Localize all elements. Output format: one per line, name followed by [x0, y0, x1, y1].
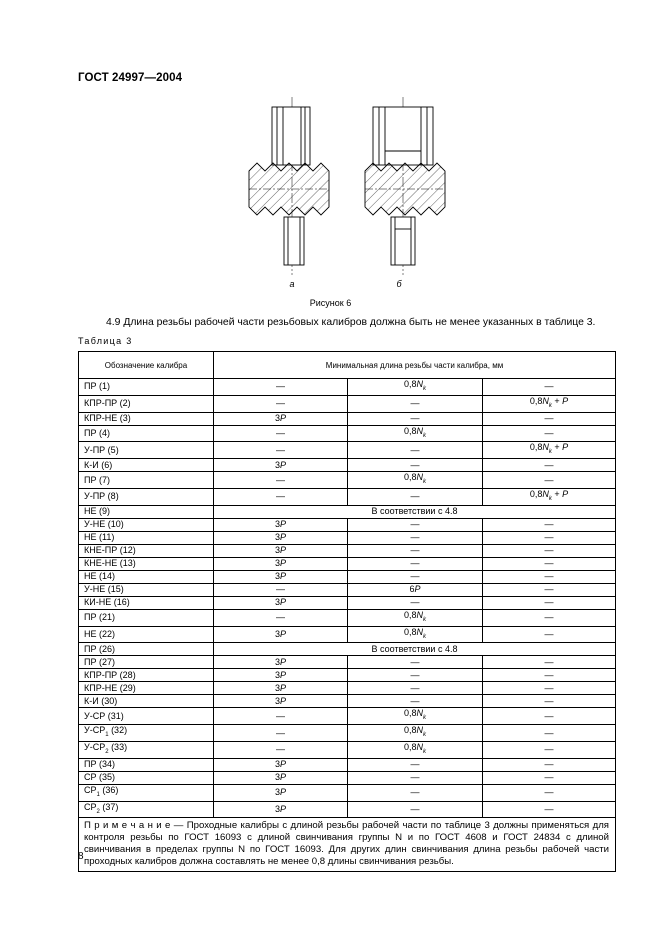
cell-designation: НЕ (14) [79, 570, 214, 583]
cell-value: — [483, 771, 616, 784]
cell-value: — [348, 531, 483, 544]
figure-label-a: а [289, 279, 295, 289]
cell-value: $0,8N_k$ [348, 725, 483, 742]
cell-value: 3P [214, 758, 348, 771]
cell-designation: К-И (6) [79, 459, 214, 472]
cell-designation: У-НЕ (10) [79, 518, 214, 531]
cell-value: 3P [214, 695, 348, 708]
table-row [79, 656, 616, 669]
cell-value: — [214, 395, 348, 412]
cell-value: $0,8N_k + P$ [483, 395, 616, 412]
column-header-designation: Обозначение калибра [79, 352, 214, 379]
cell-value: — [348, 570, 483, 583]
cell-designation: ПР (26) [79, 643, 214, 656]
table-row [79, 758, 616, 771]
cell-designation: У-НЕ (15) [79, 583, 214, 596]
table-row [79, 518, 616, 531]
cell-value: 3P [214, 570, 348, 583]
table-row [79, 544, 616, 557]
cell-designation: У-ПР (8) [79, 488, 214, 505]
cell-value: — [214, 583, 348, 596]
table-row [79, 442, 616, 459]
cell-value: — [348, 695, 483, 708]
cell-value: — [483, 801, 616, 818]
cell-value: 3P [214, 784, 348, 801]
cell-designation: КНЕ-НЕ (13) [79, 557, 214, 570]
cell-designation: КПР-НЕ (3) [79, 412, 214, 425]
table-row [79, 669, 616, 682]
cell-value: — [483, 531, 616, 544]
cell-value: $0,8N_k$ [348, 708, 483, 725]
table-row [79, 425, 616, 442]
cell-value: $0,8N_k$ [348, 425, 483, 442]
cell-value: — [483, 758, 616, 771]
cell-value: — [348, 395, 483, 412]
table-row [79, 531, 616, 544]
cell-value: 3P [214, 412, 348, 425]
table-row [79, 570, 616, 583]
cell-value: — [483, 695, 616, 708]
cell-value: В соответствии с 4.8 [214, 505, 616, 518]
cell-value: $0,8N_k$ [348, 379, 483, 396]
cell-value: — [214, 609, 348, 626]
table-row [79, 725, 616, 742]
cell-value: 3P [214, 459, 348, 472]
cell-value: — [483, 741, 616, 758]
cell-value: — [483, 518, 616, 531]
table-label: Таблица 3 [78, 336, 133, 346]
cell-value: — [348, 784, 483, 801]
table-row [79, 643, 616, 656]
cell-value: — [214, 488, 348, 505]
cell-designation: КПР-НЕ (29) [79, 682, 214, 695]
cell-value: — [214, 472, 348, 489]
cell-value: 6P [348, 583, 483, 596]
page-number: 8 [78, 851, 84, 862]
figure-6-drawing [235, 95, 455, 295]
cell-value: — [483, 708, 616, 725]
cell-value: 3P [214, 771, 348, 784]
cell-value: 3P [214, 544, 348, 557]
cell-designation: $СР_2$ (37) [79, 801, 214, 818]
table-row [79, 708, 616, 725]
cell-value: — [348, 596, 483, 609]
table-row [79, 741, 616, 758]
figure-label-b: б [396, 279, 402, 289]
column-header-min-length: Минимальная длина резьбы части калибра, мм [214, 352, 616, 379]
cell-designation: ПР (7) [79, 472, 214, 489]
cell-value: В соответствии с 4.8 [214, 643, 616, 656]
cell-value: — [348, 544, 483, 557]
cell-designation: ПР (34) [79, 758, 214, 771]
table-row [79, 626, 616, 643]
cell-value: — [483, 412, 616, 425]
cell-value: — [483, 784, 616, 801]
cell-value: $0,8N_k$ [348, 472, 483, 489]
cell-designation: К-И (30) [79, 695, 214, 708]
cell-value: — [214, 425, 348, 442]
table-row [79, 505, 616, 518]
cell-value: — [348, 518, 483, 531]
cell-value: 3P [214, 557, 348, 570]
cell-designation: КПР-ПР (28) [79, 669, 214, 682]
paragraph-4-9: 4.9 Длина резьбы рабочей части резьбовых калибров должна быть не менее указанных в таблице 3. [106, 317, 596, 328]
cell-value: — [348, 682, 483, 695]
cell-value: $0,8N_k + P$ [483, 488, 616, 505]
drawing-a [249, 97, 329, 275]
cell-value: — [483, 609, 616, 626]
cell-value: 3P [214, 518, 348, 531]
cell-value: — [348, 669, 483, 682]
table-row [79, 395, 616, 412]
cell-designation: ПР (4) [79, 425, 214, 442]
table-row [79, 682, 616, 695]
cell-designation: СР (35) [79, 771, 214, 784]
cell-value: 3P [214, 531, 348, 544]
cell-value: $0,8N_k$ [348, 741, 483, 758]
table-row [79, 784, 616, 801]
cell-value: 3P [214, 801, 348, 818]
cell-value: 3P [214, 669, 348, 682]
cell-value: 3P [214, 656, 348, 669]
cell-value: $0,8N_k$ [348, 609, 483, 626]
cell-value: — [483, 472, 616, 489]
cell-value: — [483, 544, 616, 557]
table-row [79, 801, 616, 818]
cell-value: — [348, 557, 483, 570]
table-row [79, 596, 616, 609]
cell-value: — [483, 557, 616, 570]
table-row [79, 695, 616, 708]
figure-caption: Рисунок 6 [309, 298, 352, 308]
cell-value: — [483, 596, 616, 609]
cell-value: 3P [214, 596, 348, 609]
table-row [79, 609, 616, 626]
cell-value: — [214, 442, 348, 459]
cell-value: — [483, 669, 616, 682]
table-row [79, 459, 616, 472]
cell-designation: КИ-НЕ (16) [79, 596, 214, 609]
table-note: П р и м е ч а н и е — Проходные калибры с длиной резьбы рабочей части по таблице 3 должны применяться для контроля резьбы по ГОСТ 16093 с длиной свинчивания группы N и по ГОСТ 4608 и ГОСТ 24834 с длиной свинчивания в пределах группы N по ГОСТ 16093. Для других длин свинчивания длина резьбы рабочей части проходных калибров должна составлять не менее 0,8 длины свинчивания резьбы. [79, 818, 616, 872]
table-row [79, 412, 616, 425]
cell-value: — [483, 583, 616, 596]
cell-value: — [348, 801, 483, 818]
table-3 [78, 351, 616, 872]
cell-designation: ПР (21) [79, 609, 214, 626]
cell-designation: КНЕ-ПР (12) [79, 544, 214, 557]
cell-designation: НЕ (22) [79, 626, 214, 643]
cell-designation: ПР (27) [79, 656, 214, 669]
cell-designation: $У-СР_1$ (32) [79, 725, 214, 742]
cell-value: — [348, 442, 483, 459]
cell-value: — [214, 708, 348, 725]
cell-value: — [348, 771, 483, 784]
table-row [79, 771, 616, 784]
cell-value: — [348, 488, 483, 505]
cell-designation: $СР_1$ (36) [79, 784, 214, 801]
cell-value: 3P [214, 682, 348, 695]
cell-designation: НЕ (11) [79, 531, 214, 544]
cell-value: — [483, 725, 616, 742]
cell-designation: У-ПР (5) [79, 442, 214, 459]
cell-value: — [483, 626, 616, 643]
table-row [79, 557, 616, 570]
cell-designation: НЕ (9) [79, 505, 214, 518]
cell-value: — [348, 412, 483, 425]
table-row [79, 583, 616, 596]
cell-designation: ПР (1) [79, 379, 214, 396]
cell-value: — [214, 741, 348, 758]
cell-designation: КПР-ПР (2) [79, 395, 214, 412]
cell-value: — [214, 379, 348, 396]
cell-designation: $У-СР_2$ (33) [79, 741, 214, 758]
table-row [79, 379, 616, 396]
table-row [79, 488, 616, 505]
cell-value: — [483, 570, 616, 583]
cell-value: — [348, 656, 483, 669]
cell-value: — [483, 459, 616, 472]
table-row [79, 472, 616, 489]
cell-designation: У-СР (31) [79, 708, 214, 725]
cell-value: — [214, 725, 348, 742]
cell-value: $0,8N_k$ [348, 626, 483, 643]
cell-value: — [348, 459, 483, 472]
cell-value: — [483, 379, 616, 396]
cell-value: — [483, 682, 616, 695]
cell-value: — [483, 425, 616, 442]
cell-value: — [483, 656, 616, 669]
drawing-b [365, 97, 445, 275]
cell-value: — [348, 758, 483, 771]
cell-value: $0,8N_k + P$ [483, 442, 616, 459]
document-header: ГОСТ 24997—2004 [78, 72, 183, 84]
cell-value: 3P [214, 626, 348, 643]
